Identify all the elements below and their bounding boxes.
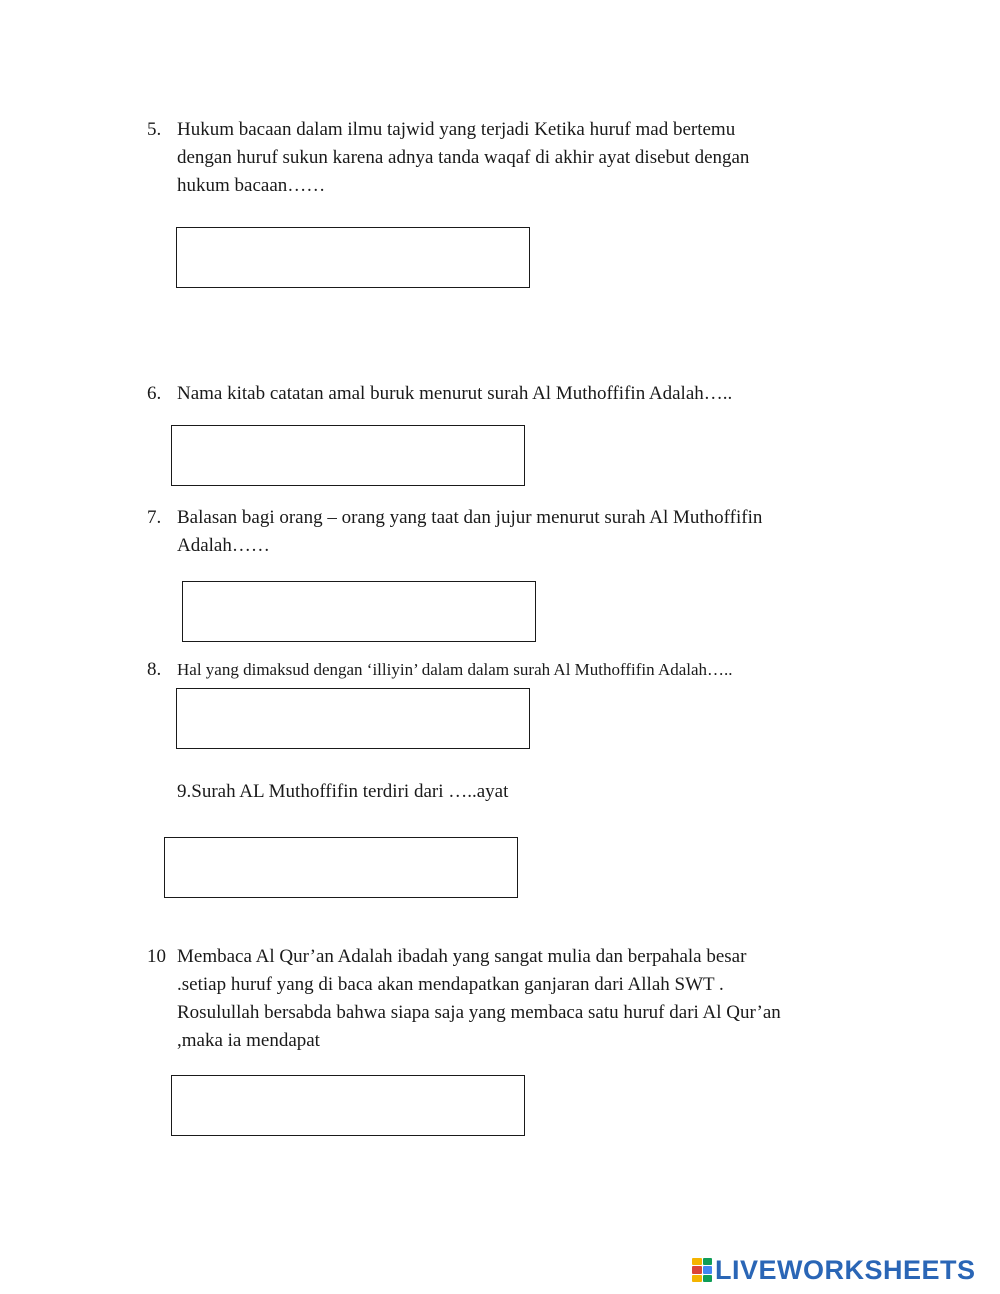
question-9-text: [177, 778, 508, 806]
question-6-text: [177, 380, 732, 408]
liveworksheets-logo-text: LIVEWORKSHEETS: [715, 1254, 976, 1285]
logo-tile: [703, 1275, 713, 1282]
question-7-text: [177, 504, 762, 560]
answer-input-5[interactable]: [177, 228, 529, 287]
question-5-text: [177, 116, 749, 200]
logo-tile: [703, 1266, 713, 1273]
question-10-number: 10: [147, 946, 166, 967]
question-10-line-2: .setiap huruf yang di baca akan mendapatkan ganjaran dari Allah SWT .: [177, 974, 724, 995]
question-5-line-2: dengan huruf sukun karena adnya tanda waqaf di akhir ayat disebut dengan: [177, 147, 750, 168]
answer-box-9[interactable]: [164, 837, 518, 898]
question-5-line-1: Hukum bacaan dalam ilmu tajwid yang terjadi Ketika huruf mad bertemu: [177, 119, 736, 140]
question-6-number: 6.: [147, 383, 162, 404]
liveworksheets-logo-icon: [692, 1258, 712, 1282]
question-5-number: 5.: [147, 119, 162, 140]
answer-box-6[interactable]: [171, 425, 525, 486]
logo-tile: [692, 1275, 702, 1282]
question-7-line-2: Adalah……: [177, 535, 270, 556]
answer-input-10[interactable]: [172, 1076, 524, 1135]
answer-box-8[interactable]: [176, 688, 530, 749]
question-8-line-1: Hal yang dimaksud dengan ‘illiyin’ dalam dalam surah Al Muthoffifin Adalah…..: [177, 660, 733, 679]
question-5-line-3: hukum bacaan……: [177, 175, 326, 196]
question-7-line-1: Balasan bagi orang – orang yang taat dan jujur menurut surah Al Muthoffifin: [177, 507, 763, 528]
logo-tile: [703, 1258, 713, 1265]
question-10-line-1: Membaca Al Qur’an Adalah ibadah yang sangat mulia dan berpahala besar: [177, 946, 747, 967]
answer-box-7[interactable]: [182, 581, 536, 642]
answer-input-7[interactable]: [183, 582, 535, 641]
question-6-line-1: Nama kitab catatan amal buruk menurut surah Al Muthoffifin Adalah…..: [177, 383, 733, 404]
answer-input-9[interactable]: [165, 838, 517, 897]
question-8-number: 8.: [147, 659, 162, 680]
answer-input-6[interactable]: [172, 426, 524, 485]
answer-box-10[interactable]: [171, 1075, 525, 1136]
question-9-line-1: 9.Surah AL Muthoffifin terdiri dari …..ayat: [177, 781, 509, 802]
liveworksheets-logo: [692, 1255, 976, 1285]
question-10-line-3: Rosulullah bersabda bahwa siapa saja yang membaca satu huruf dari Al Qur’an: [177, 1002, 781, 1023]
logo-tile: [692, 1258, 702, 1265]
question-10-text: [177, 943, 781, 1055]
answer-input-8[interactable]: [177, 689, 529, 748]
question-7-number: 7.: [147, 507, 162, 528]
question-10-line-4: ,maka ia mendapat: [177, 1030, 320, 1051]
question-8-text: [177, 656, 733, 684]
logo-tile: [692, 1266, 702, 1273]
answer-box-5[interactable]: [176, 227, 530, 288]
